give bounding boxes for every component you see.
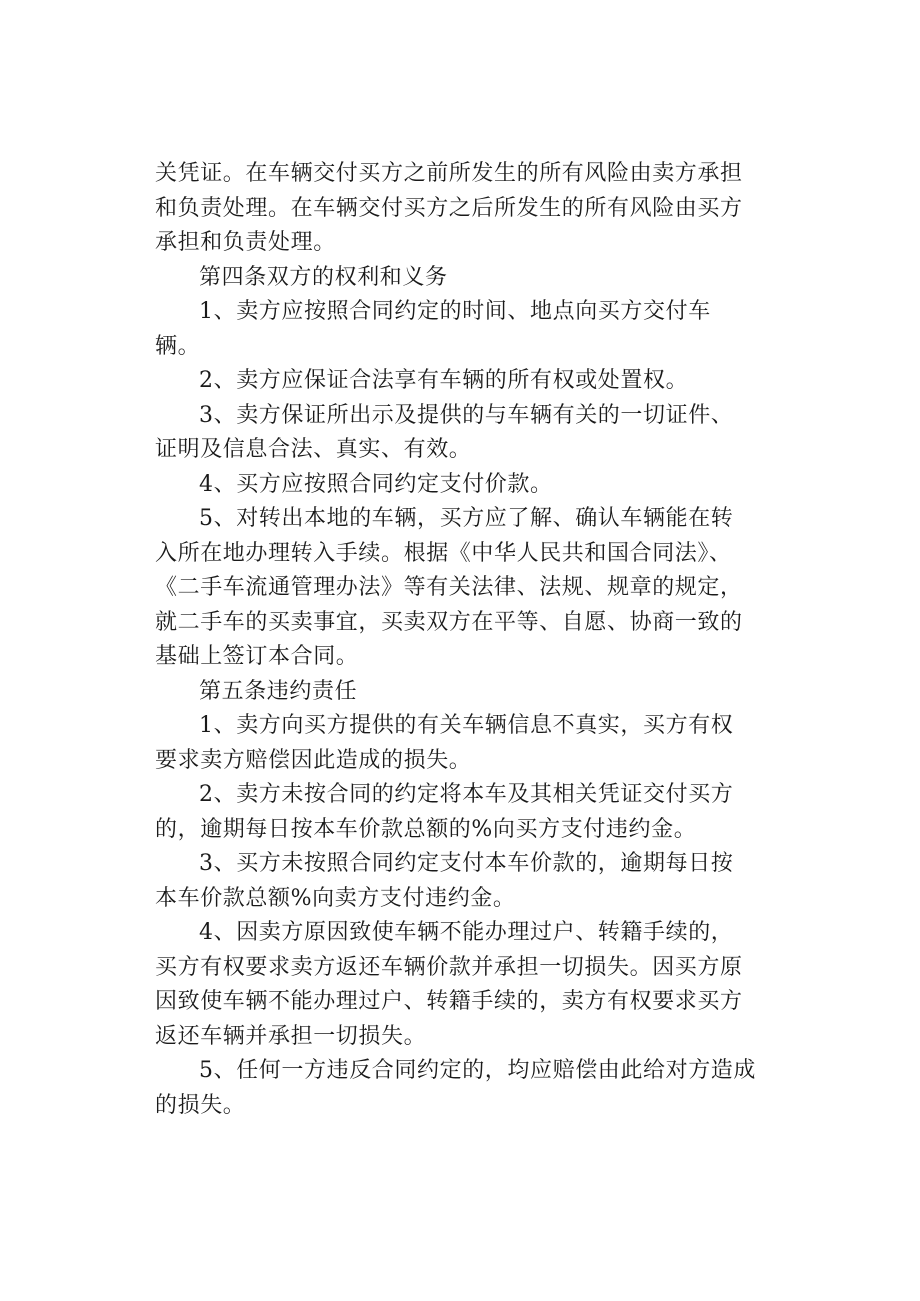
text-line: 辆。	[155, 333, 201, 359]
text-line: 因致使车辆不能办理过户、转籍手续的，卖方有权要求买方	[155, 989, 743, 1014]
contract-text-body	[155, 157, 775, 1123]
text-line: 1、卖方应按照合同约定的时间、地点向买方交付车	[199, 299, 711, 324]
text-line: 4、因卖方原因致使车辆不能办理过户、转籍手续的，	[199, 920, 734, 945]
text-line: 入所在地办理转入手续。根据《中华人民共和国合同法》、	[155, 540, 732, 566]
text-line: 2、卖方未按合同的约定将本车及其相关凭证交付买方	[199, 782, 734, 807]
text-line: 4、买方应按照合同约定支付价款。	[199, 471, 553, 497]
text-line: 和负责处理。在车辆交付买方之后所发生的所有风险由买方	[155, 195, 743, 221]
text-line: 买方有权要求卖方返还车辆价款并承担一切损失。因买方原	[155, 954, 743, 980]
text-line: 的损失。	[155, 1092, 246, 1118]
text-line: 3、卖方保证所出示及提供的与车辆有关的一切证件、	[199, 402, 734, 428]
text-line: 《二手车流通管理办法》等有关法律、法规、规章的规定，	[155, 575, 743, 600]
text-line: 5、对转出本地的车辆，买方应了解、确认车辆能在转	[199, 506, 734, 531]
text-line: 1、卖方向买方提供的有关车辆信息不真实，买方有权	[199, 713, 734, 738]
text-line: 基础上签订本合同。	[155, 644, 359, 669]
text-line: 就二手车的买卖事宜，买卖双方在平等、自愿、协商一致的	[155, 609, 743, 635]
text-line: 本车价款总额%向卖方支付违约金。	[155, 885, 516, 911]
text-line: 返还车辆并承担一切损失。	[155, 1023, 427, 1049]
section-heading-article-5: 第五条违约责任	[199, 678, 358, 704]
text-line: 承担和负责处理。	[155, 230, 336, 255]
text-line: 关凭证。在车辆交付买方之前所发生的所有风险由卖方承担	[155, 161, 743, 186]
text-line: 5、任何一方违反合同约定的，均应赔偿由此给对方造成	[199, 1058, 756, 1083]
text-line: 的，逾期每日按本车价款总额的%向买方支付违约金。	[155, 816, 697, 842]
text-line: 要求卖方赔偿因此造成的损失。	[155, 747, 472, 773]
text-line: 证明及信息合法、真实、有效。	[155, 437, 472, 462]
text-line: 3、买方未按照合同约定支付本车价款的，逾期每日按	[199, 851, 734, 876]
section-heading-article-4: 第四条双方的权利和义务	[199, 264, 448, 290]
text-line: 2、卖方应保证合法享有车辆的所有权或处置权。	[199, 368, 689, 393]
